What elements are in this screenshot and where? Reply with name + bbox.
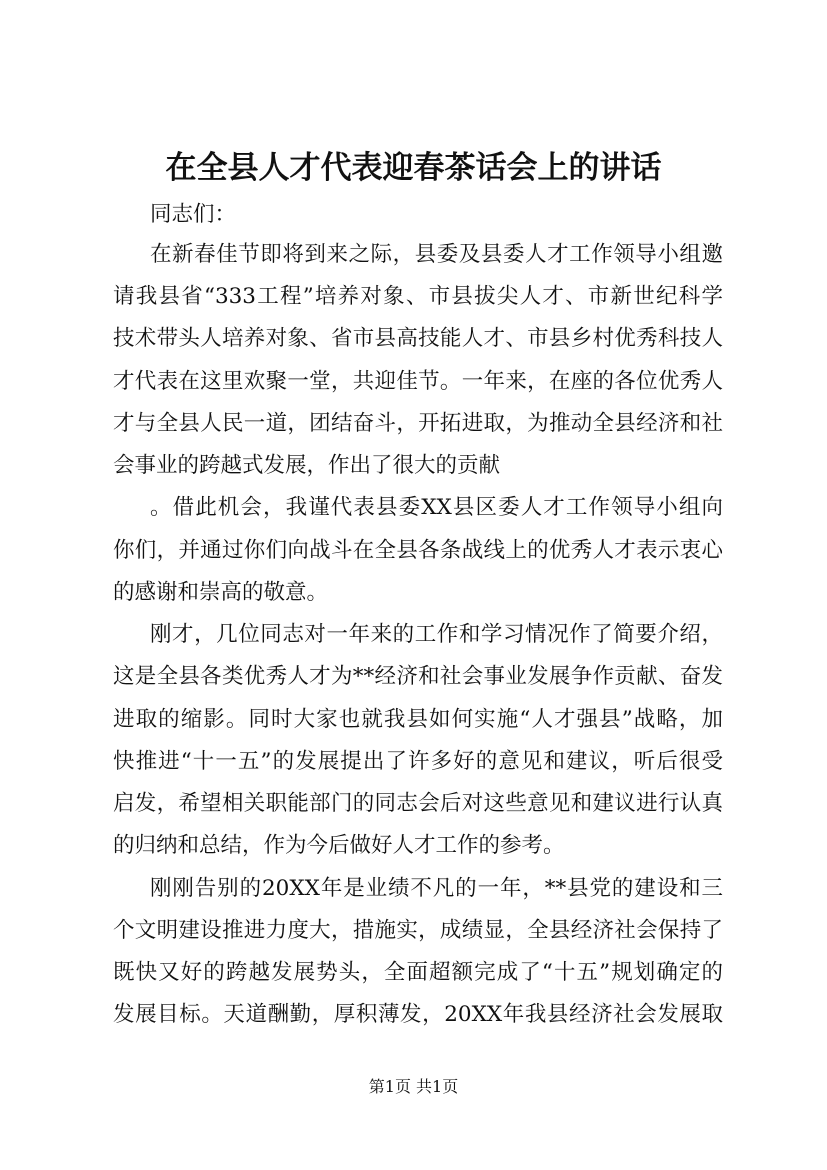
body-line: 发展目标。天道酬勤，厚积薄发，20XX年我县经济社会发展取 [113,1002,723,1027]
body-line: 快推进“十一五”的发展提出了许多好的意见和建议，听后很受 [113,749,723,774]
body-line: 的归纳和总结，作为今后做好人才工作的参考。 [113,833,565,858]
body-line: 技术带头人培养对象、省市县高技能人才、市县乡村优秀科技人 [113,326,723,351]
body-line: 刚刚告别的20XX年是业绩不凡的一年，**县党的建设和三 [150,876,723,901]
body-line: 刚才，几位同志对一年来的工作和学习情况作了简要介绍， [150,622,723,647]
body-line: 的感谢和崇高的敬意。 [113,580,329,605]
body-line: 请我县省“333工程”培养对象、市县拔尖人才、市新世纪科学 [113,284,723,309]
body-line: 会事业的跨越式发展，作出了很大的贡献 [113,453,501,478]
body-line: 。借此机会，我谨代表县委XX县区委人才工作领导小组向 [150,495,723,520]
body-line: 启发，希望相关职能部门的同志会后对这些意见和建议进行认真 [113,791,723,816]
body-line: 这是全县各类优秀人才为**经济和社会事业发展争作贡献、奋发 [113,664,723,689]
page-number-footer: 第1页 共1页 [368,1077,459,1096]
body-line: 才代表在这里欢聚一堂，共迎佳节。一年来，在座的各位优秀人 [113,369,723,394]
body-line: 才与全县人民一道，团结奋斗，开拓进取，为推动全县经济和社 [113,411,723,436]
body-line: 在新春佳节即将到来之际，县委及县委人才工作领导小组邀 [150,242,723,267]
body-line: 既快又好的跨越发展势头，全面超额完成了“十五”规划确定的 [113,960,723,985]
salutation-line: 同志们： [150,202,237,227]
body-line: 进取的缩影。同时大家也就我县如何实施“人才强县”战略，加 [113,707,723,732]
body-line: 你们，并通过你们向战斗在全县各条战线上的优秀人才表示衷心 [113,538,723,563]
body-line: 个文明建设推进力度大，措施实，成绩显，全县经济社会保持了 [113,918,723,943]
document-title: 在全县人才代表迎春茶话会上的讲话 [165,150,662,186]
